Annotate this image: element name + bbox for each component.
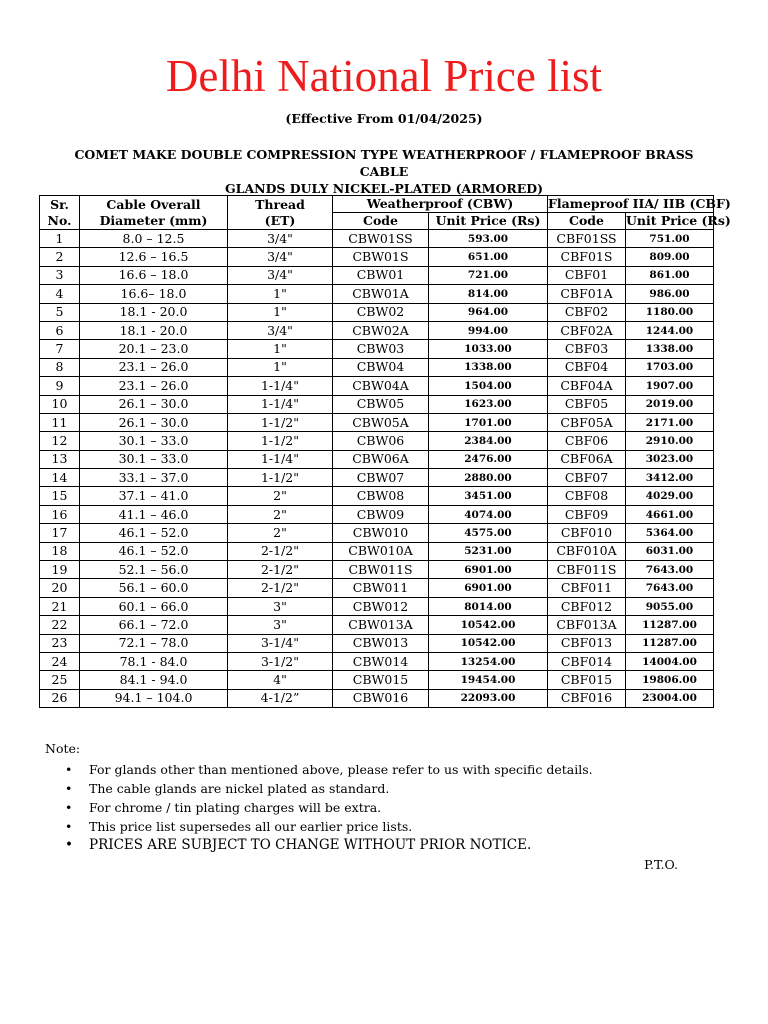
cbw-price-cell: 4575.00 xyxy=(429,524,548,542)
table-row xyxy=(40,505,714,523)
cbf-code-cell: CBF013A xyxy=(548,616,626,634)
cable-diameter-header xyxy=(80,196,228,230)
cbf-price-cell: 2910.00 xyxy=(626,432,714,450)
note-text: This price list supersedes all our earlier price lists. xyxy=(89,819,413,834)
cable-diameter-cell: 60.1 – 66.0 xyxy=(80,597,228,615)
table-row xyxy=(40,597,714,615)
cable-diameter-cell: 33.1 – 37.0 xyxy=(80,469,228,487)
thread-cell: 4" xyxy=(228,671,333,689)
table-row xyxy=(40,285,714,303)
cable-header-line-2: Diameter (mm) xyxy=(99,212,208,228)
cbf-code-cell: CBF04 xyxy=(548,358,626,376)
cbw-code-cell: CBW04A xyxy=(333,377,429,395)
cable-diameter-cell: 41.1 – 46.0 xyxy=(80,505,228,523)
cable-diameter-cell: 16.6– 18.0 xyxy=(80,285,228,303)
cbw-code-cell: CBW011S xyxy=(333,561,429,579)
cbf-price-cell: 11287.00 xyxy=(626,634,714,652)
note-text: PRICES ARE SUBJECT TO CHANGE WITHOUT PRIOR NOTICE. xyxy=(89,837,532,853)
cable-diameter-cell: 26.1 – 30.0 xyxy=(80,395,228,413)
sr-no-cell: 15 xyxy=(40,487,80,505)
cable-diameter-cell: 78.1 - 84.0 xyxy=(80,652,228,670)
cbf-price-cell: 4661.00 xyxy=(626,505,714,523)
cbf-code-cell: CBF01 xyxy=(548,266,626,284)
table-row xyxy=(40,340,714,358)
cbw-code-cell: CBW06 xyxy=(333,432,429,450)
cbw-code-cell: CBW01S xyxy=(333,248,429,266)
cable-diameter-cell: 12.6 – 16.5 xyxy=(80,248,228,266)
cbf-code-cell: CBF06A xyxy=(548,450,626,468)
cbf-code-cell: CBF02 xyxy=(548,303,626,321)
cbf-code-cell: CBF010 xyxy=(548,524,626,542)
thread-cell: 2-1/2" xyxy=(228,542,333,560)
heading-line-2: GLANDS DULY NICKEL-PLATED (ARMORED) xyxy=(224,181,544,196)
cbw-price-header: Unit Price (Rs) xyxy=(429,213,548,230)
weatherproof-group-header: Weatherproof (CBW) xyxy=(333,196,548,213)
cbf-price-cell: 7643.00 xyxy=(626,579,714,597)
cbw-price-cell: 593.00 xyxy=(429,230,548,248)
sr-no-cell: 25 xyxy=(40,671,80,689)
cbw-code-cell: CBW09 xyxy=(333,505,429,523)
cbw-price-cell: 13254.00 xyxy=(429,652,548,670)
sr-header-line-2: No. xyxy=(47,212,72,228)
cbf-price-cell: 986.00 xyxy=(626,285,714,303)
heading-line-1: COMET MAKE DOUBLE COMPRESSION TYPE WEATHERPROOF / FLAMEPROOF BRASS CABLE xyxy=(74,147,694,179)
thread-cell: 3" xyxy=(228,616,333,634)
thread-cell: 2-1/2" xyxy=(228,561,333,579)
cbw-price-cell: 721.00 xyxy=(429,266,548,284)
cable-header-line-1: Cable Overall xyxy=(106,196,201,212)
cbf-code-cell: CBF011 xyxy=(548,579,626,597)
table-row xyxy=(40,303,714,321)
table-row xyxy=(40,450,714,468)
thread-cell: 2-1/2" xyxy=(228,579,333,597)
thread-cell: 1-1/2" xyxy=(228,432,333,450)
cbw-code-cell: CBW04 xyxy=(333,358,429,376)
cbf-price-cell: 1703.00 xyxy=(626,358,714,376)
cbf-price-cell: 3412.00 xyxy=(626,469,714,487)
cbf-price-cell: 809.00 xyxy=(626,248,714,266)
table-row xyxy=(40,579,714,597)
cbf-price-cell: 19806.00 xyxy=(626,671,714,689)
table-row xyxy=(40,671,714,689)
thread-cell: 1" xyxy=(228,358,333,376)
sr-no-cell: 9 xyxy=(40,377,80,395)
cable-diameter-cell: 37.1 – 41.0 xyxy=(80,487,228,505)
bullet-icon: • xyxy=(65,819,73,834)
cable-diameter-cell: 30.1 – 33.0 xyxy=(80,450,228,468)
cbw-price-cell: 22093.00 xyxy=(429,689,548,707)
cable-diameter-cell: 26.1 – 30.0 xyxy=(80,413,228,431)
cbw-price-cell: 1701.00 xyxy=(429,413,548,431)
sr-no-cell: 10 xyxy=(40,395,80,413)
table-row xyxy=(40,230,714,248)
sr-no-cell: 17 xyxy=(40,524,80,542)
price-table xyxy=(39,195,731,708)
cable-diameter-cell: 46.1 – 52.0 xyxy=(80,524,228,542)
table-row xyxy=(40,542,714,560)
sr-no-cell: 19 xyxy=(40,561,80,579)
cbf-price-cell: 23004.00 xyxy=(626,689,714,707)
cbw-price-cell: 3451.00 xyxy=(429,487,548,505)
sr-no-cell: 13 xyxy=(40,450,80,468)
effective-date: (Effective From 01/04/2025) xyxy=(285,111,483,126)
cbf-code-cell: CBF02A xyxy=(548,321,626,339)
table-row xyxy=(40,266,714,284)
cbw-code-cell: CBW03 xyxy=(333,340,429,358)
cbw-code-cell: CBW02 xyxy=(333,303,429,321)
sr-no-cell: 26 xyxy=(40,689,80,707)
cbw-price-cell: 5231.00 xyxy=(429,542,548,560)
bullet-icon: • xyxy=(65,781,73,796)
thread-cell: 3/4" xyxy=(228,230,333,248)
cable-diameter-cell: 18.1 - 20.0 xyxy=(80,321,228,339)
thread-header xyxy=(228,196,333,230)
cbf-code-cell: CBF01A xyxy=(548,285,626,303)
cbf-code-cell: CBF013 xyxy=(548,634,626,652)
sr-no-cell: 20 xyxy=(40,579,80,597)
table-row xyxy=(40,395,714,413)
cbf-code-cell: CBF06 xyxy=(548,432,626,450)
cbw-code-cell: CBW08 xyxy=(333,487,429,505)
document-heading xyxy=(50,146,718,197)
note-text: The cable glands are nickel plated as standard. xyxy=(89,781,390,796)
thread-cell: 2" xyxy=(228,487,333,505)
cbw-price-cell: 10542.00 xyxy=(429,634,548,652)
bullet-icon: • xyxy=(65,800,73,815)
notes-list xyxy=(45,760,725,855)
cbf-code-cell: CBF07 xyxy=(548,469,626,487)
cable-diameter-cell: 84.1 - 94.0 xyxy=(80,671,228,689)
cbw-price-cell: 6901.00 xyxy=(429,561,548,579)
cable-diameter-cell: 52.1 – 56.0 xyxy=(80,561,228,579)
cbf-price-cell: 2019.00 xyxy=(626,395,714,413)
note-text: For chrome / tin plating charges will be extra. xyxy=(89,800,382,815)
cbf-price-cell: 1244.00 xyxy=(626,321,714,339)
cbw-price-cell: 2880.00 xyxy=(429,469,548,487)
cable-diameter-cell: 23.1 – 26.0 xyxy=(80,377,228,395)
cbw-price-cell: 1338.00 xyxy=(429,358,548,376)
cbw-code-cell: CBW02A xyxy=(333,321,429,339)
sr-no-cell: 7 xyxy=(40,340,80,358)
cbw-price-cell: 964.00 xyxy=(429,303,548,321)
note-item xyxy=(65,836,725,855)
thread-header-line-2: (ET) xyxy=(264,212,296,228)
thread-cell: 2" xyxy=(228,505,333,523)
cbw-code-header: Code xyxy=(333,213,429,230)
cbw-code-cell: CBW016 xyxy=(333,689,429,707)
cbf-price-cell: 6031.00 xyxy=(626,542,714,560)
cbf-price-cell: 7643.00 xyxy=(626,561,714,579)
cbw-code-cell: CBW013 xyxy=(333,634,429,652)
flameproof-group-header: Flameproof IIA/ IIB (CBF) xyxy=(548,196,731,211)
cbf-code-cell: CBF015 xyxy=(548,671,626,689)
cbw-price-cell: 4074.00 xyxy=(429,505,548,523)
sr-no-cell: 14 xyxy=(40,469,80,487)
cbf-price-header: Unit Price (Rs) xyxy=(626,213,731,228)
cbw-code-cell: CBW015 xyxy=(333,671,429,689)
thread-cell: 1-1/2" xyxy=(228,413,333,431)
cbf-price-cell: 3023.00 xyxy=(626,450,714,468)
sr-no-cell: 21 xyxy=(40,597,80,615)
cbf-price-cell: 9055.00 xyxy=(626,597,714,615)
cbw-price-cell: 1504.00 xyxy=(429,377,548,395)
cbw-code-cell: CBW010 xyxy=(333,524,429,542)
cable-diameter-cell: 8.0 – 12.5 xyxy=(80,230,228,248)
table-body xyxy=(40,230,714,708)
table-row xyxy=(40,432,714,450)
cbw-code-cell: CBW01A xyxy=(333,285,429,303)
cbw-price-cell: 10542.00 xyxy=(429,616,548,634)
cbw-code-cell: CBW07 xyxy=(333,469,429,487)
cbf-code-cell: CBF01SS xyxy=(548,230,626,248)
thread-cell: 3" xyxy=(228,597,333,615)
sr-no-cell: 24 xyxy=(40,652,80,670)
cbf-code-cell: CBF04A xyxy=(548,377,626,395)
cbw-price-cell: 2476.00 xyxy=(429,450,548,468)
cbf-price-cell: 11287.00 xyxy=(626,616,714,634)
table-row xyxy=(40,561,714,579)
note-text: For glands other than mentioned above, please refer to us with specific details. xyxy=(89,762,593,777)
cbw-code-cell: CBW01SS xyxy=(333,230,429,248)
cbf-price-cell: 14004.00 xyxy=(626,652,714,670)
sr-no-header xyxy=(40,196,80,230)
pto-label: P.T.O. xyxy=(644,857,678,872)
cable-diameter-cell: 66.1 – 72.0 xyxy=(80,616,228,634)
thread-cell: 3-1/4" xyxy=(228,634,333,652)
cbw-code-cell: CBW010A xyxy=(333,542,429,560)
sr-no-cell: 1 xyxy=(40,230,80,248)
table-row xyxy=(40,634,714,652)
sr-no-cell: 3 xyxy=(40,266,80,284)
note-item xyxy=(65,779,725,798)
cable-diameter-cell: 16.6 – 18.0 xyxy=(80,266,228,284)
cbw-price-cell: 6901.00 xyxy=(429,579,548,597)
cbw-price-cell: 2384.00 xyxy=(429,432,548,450)
thread-cell: 3/4" xyxy=(228,248,333,266)
table-row xyxy=(40,413,714,431)
table-row xyxy=(40,689,714,707)
cbf-code-cell: CBF05 xyxy=(548,395,626,413)
thread-cell: 3/4" xyxy=(228,321,333,339)
thread-cell: 1-1/4" xyxy=(228,450,333,468)
cbf-price-cell: 5364.00 xyxy=(626,524,714,542)
sr-no-cell: 5 xyxy=(40,303,80,321)
table-row xyxy=(40,469,714,487)
bullet-icon: • xyxy=(65,837,73,853)
sr-no-cell: 12 xyxy=(40,432,80,450)
cbw-code-cell: CBW01 xyxy=(333,266,429,284)
cbf-code-cell: CBF014 xyxy=(548,652,626,670)
thread-cell: 2" xyxy=(228,524,333,542)
thread-cell: 1-1/4" xyxy=(228,395,333,413)
sr-no-cell: 22 xyxy=(40,616,80,634)
cbw-code-cell: CBW05 xyxy=(333,395,429,413)
note-item xyxy=(65,817,725,836)
sr-no-cell: 11 xyxy=(40,413,80,431)
cbw-price-cell: 1033.00 xyxy=(429,340,548,358)
cbf-code-cell: CBF012 xyxy=(548,597,626,615)
cbf-code-cell: CBF09 xyxy=(548,505,626,523)
thread-cell: 3-1/2" xyxy=(228,652,333,670)
sr-no-cell: 6 xyxy=(40,321,80,339)
table-row xyxy=(40,248,714,266)
cable-diameter-cell: 56.1 – 60.0 xyxy=(80,579,228,597)
cable-diameter-cell: 23.1 – 26.0 xyxy=(80,358,228,376)
thread-cell: 3/4" xyxy=(228,266,333,284)
table-row xyxy=(40,524,714,542)
table-row xyxy=(40,377,714,395)
cable-diameter-cell: 94.1 – 104.0 xyxy=(80,689,228,707)
cable-diameter-cell: 46.1 – 52.0 xyxy=(80,542,228,560)
cbw-code-cell: CBW06A xyxy=(333,450,429,468)
cbf-price-cell: 2171.00 xyxy=(626,413,714,431)
cbw-price-cell: 19454.00 xyxy=(429,671,548,689)
cbw-price-cell: 1623.00 xyxy=(429,395,548,413)
cbf-price-cell: 1338.00 xyxy=(626,340,714,358)
cable-diameter-cell: 20.1 – 23.0 xyxy=(80,340,228,358)
thread-cell: 1" xyxy=(228,285,333,303)
cable-diameter-cell: 18.1 - 20.0 xyxy=(80,303,228,321)
cbf-price-cell: 1907.00 xyxy=(626,377,714,395)
cbw-code-cell: CBW014 xyxy=(333,652,429,670)
sr-no-cell: 2 xyxy=(40,248,80,266)
cbf-code-header: Code xyxy=(548,213,626,230)
table-row xyxy=(40,321,714,339)
sr-no-cell: 23 xyxy=(40,634,80,652)
sr-header-line-1: Sr. xyxy=(50,196,69,212)
table-row xyxy=(40,487,714,505)
table-row xyxy=(40,358,714,376)
cbf-price-cell: 1180.00 xyxy=(626,303,714,321)
notes-section xyxy=(45,740,725,855)
cbf-code-cell: CBF011S xyxy=(548,561,626,579)
cbf-price-cell: 861.00 xyxy=(626,266,714,284)
cbw-code-cell: CBW012 xyxy=(333,597,429,615)
cbw-price-cell: 8014.00 xyxy=(429,597,548,615)
cbf-code-cell: CBF010A xyxy=(548,542,626,560)
cbw-code-cell: CBW05A xyxy=(333,413,429,431)
sr-no-cell: 18 xyxy=(40,542,80,560)
bullet-icon: • xyxy=(65,762,73,777)
cable-diameter-cell: 72.1 – 78.0 xyxy=(80,634,228,652)
cbw-price-cell: 814.00 xyxy=(429,285,548,303)
cbw-code-cell: CBW013A xyxy=(333,616,429,634)
cable-diameter-cell: 30.1 – 33.0 xyxy=(80,432,228,450)
thread-cell: 1-1/4" xyxy=(228,377,333,395)
thread-cell: 1-1/2" xyxy=(228,469,333,487)
sr-no-cell: 4 xyxy=(40,285,80,303)
cbf-code-cell: CBF016 xyxy=(548,689,626,707)
note-item xyxy=(65,798,725,817)
thread-cell: 1" xyxy=(228,303,333,321)
table-header xyxy=(40,196,731,230)
note-label: Note: xyxy=(45,741,81,756)
thread-cell: 4-1/2” xyxy=(228,689,333,707)
cbw-price-cell: 994.00 xyxy=(429,321,548,339)
page-title: Delhi National Price list xyxy=(165,51,603,101)
thread-header-line-1: Thread xyxy=(255,196,305,212)
note-item xyxy=(65,760,725,779)
sr-no-cell: 16 xyxy=(40,505,80,523)
cbf-code-cell: CBF03 xyxy=(548,340,626,358)
cbw-code-cell: CBW011 xyxy=(333,579,429,597)
cbf-code-cell: CBF05A xyxy=(548,413,626,431)
sr-no-cell: 8 xyxy=(40,358,80,376)
cbf-price-cell: 751.00 xyxy=(626,230,714,248)
cbf-code-cell: CBF01S xyxy=(548,248,626,266)
cbf-price-cell: 4029.00 xyxy=(626,487,714,505)
table-row xyxy=(40,652,714,670)
thread-cell: 1" xyxy=(228,340,333,358)
table-row xyxy=(40,616,714,634)
cbw-price-cell: 651.00 xyxy=(429,248,548,266)
cbf-code-cell: CBF08 xyxy=(548,487,626,505)
